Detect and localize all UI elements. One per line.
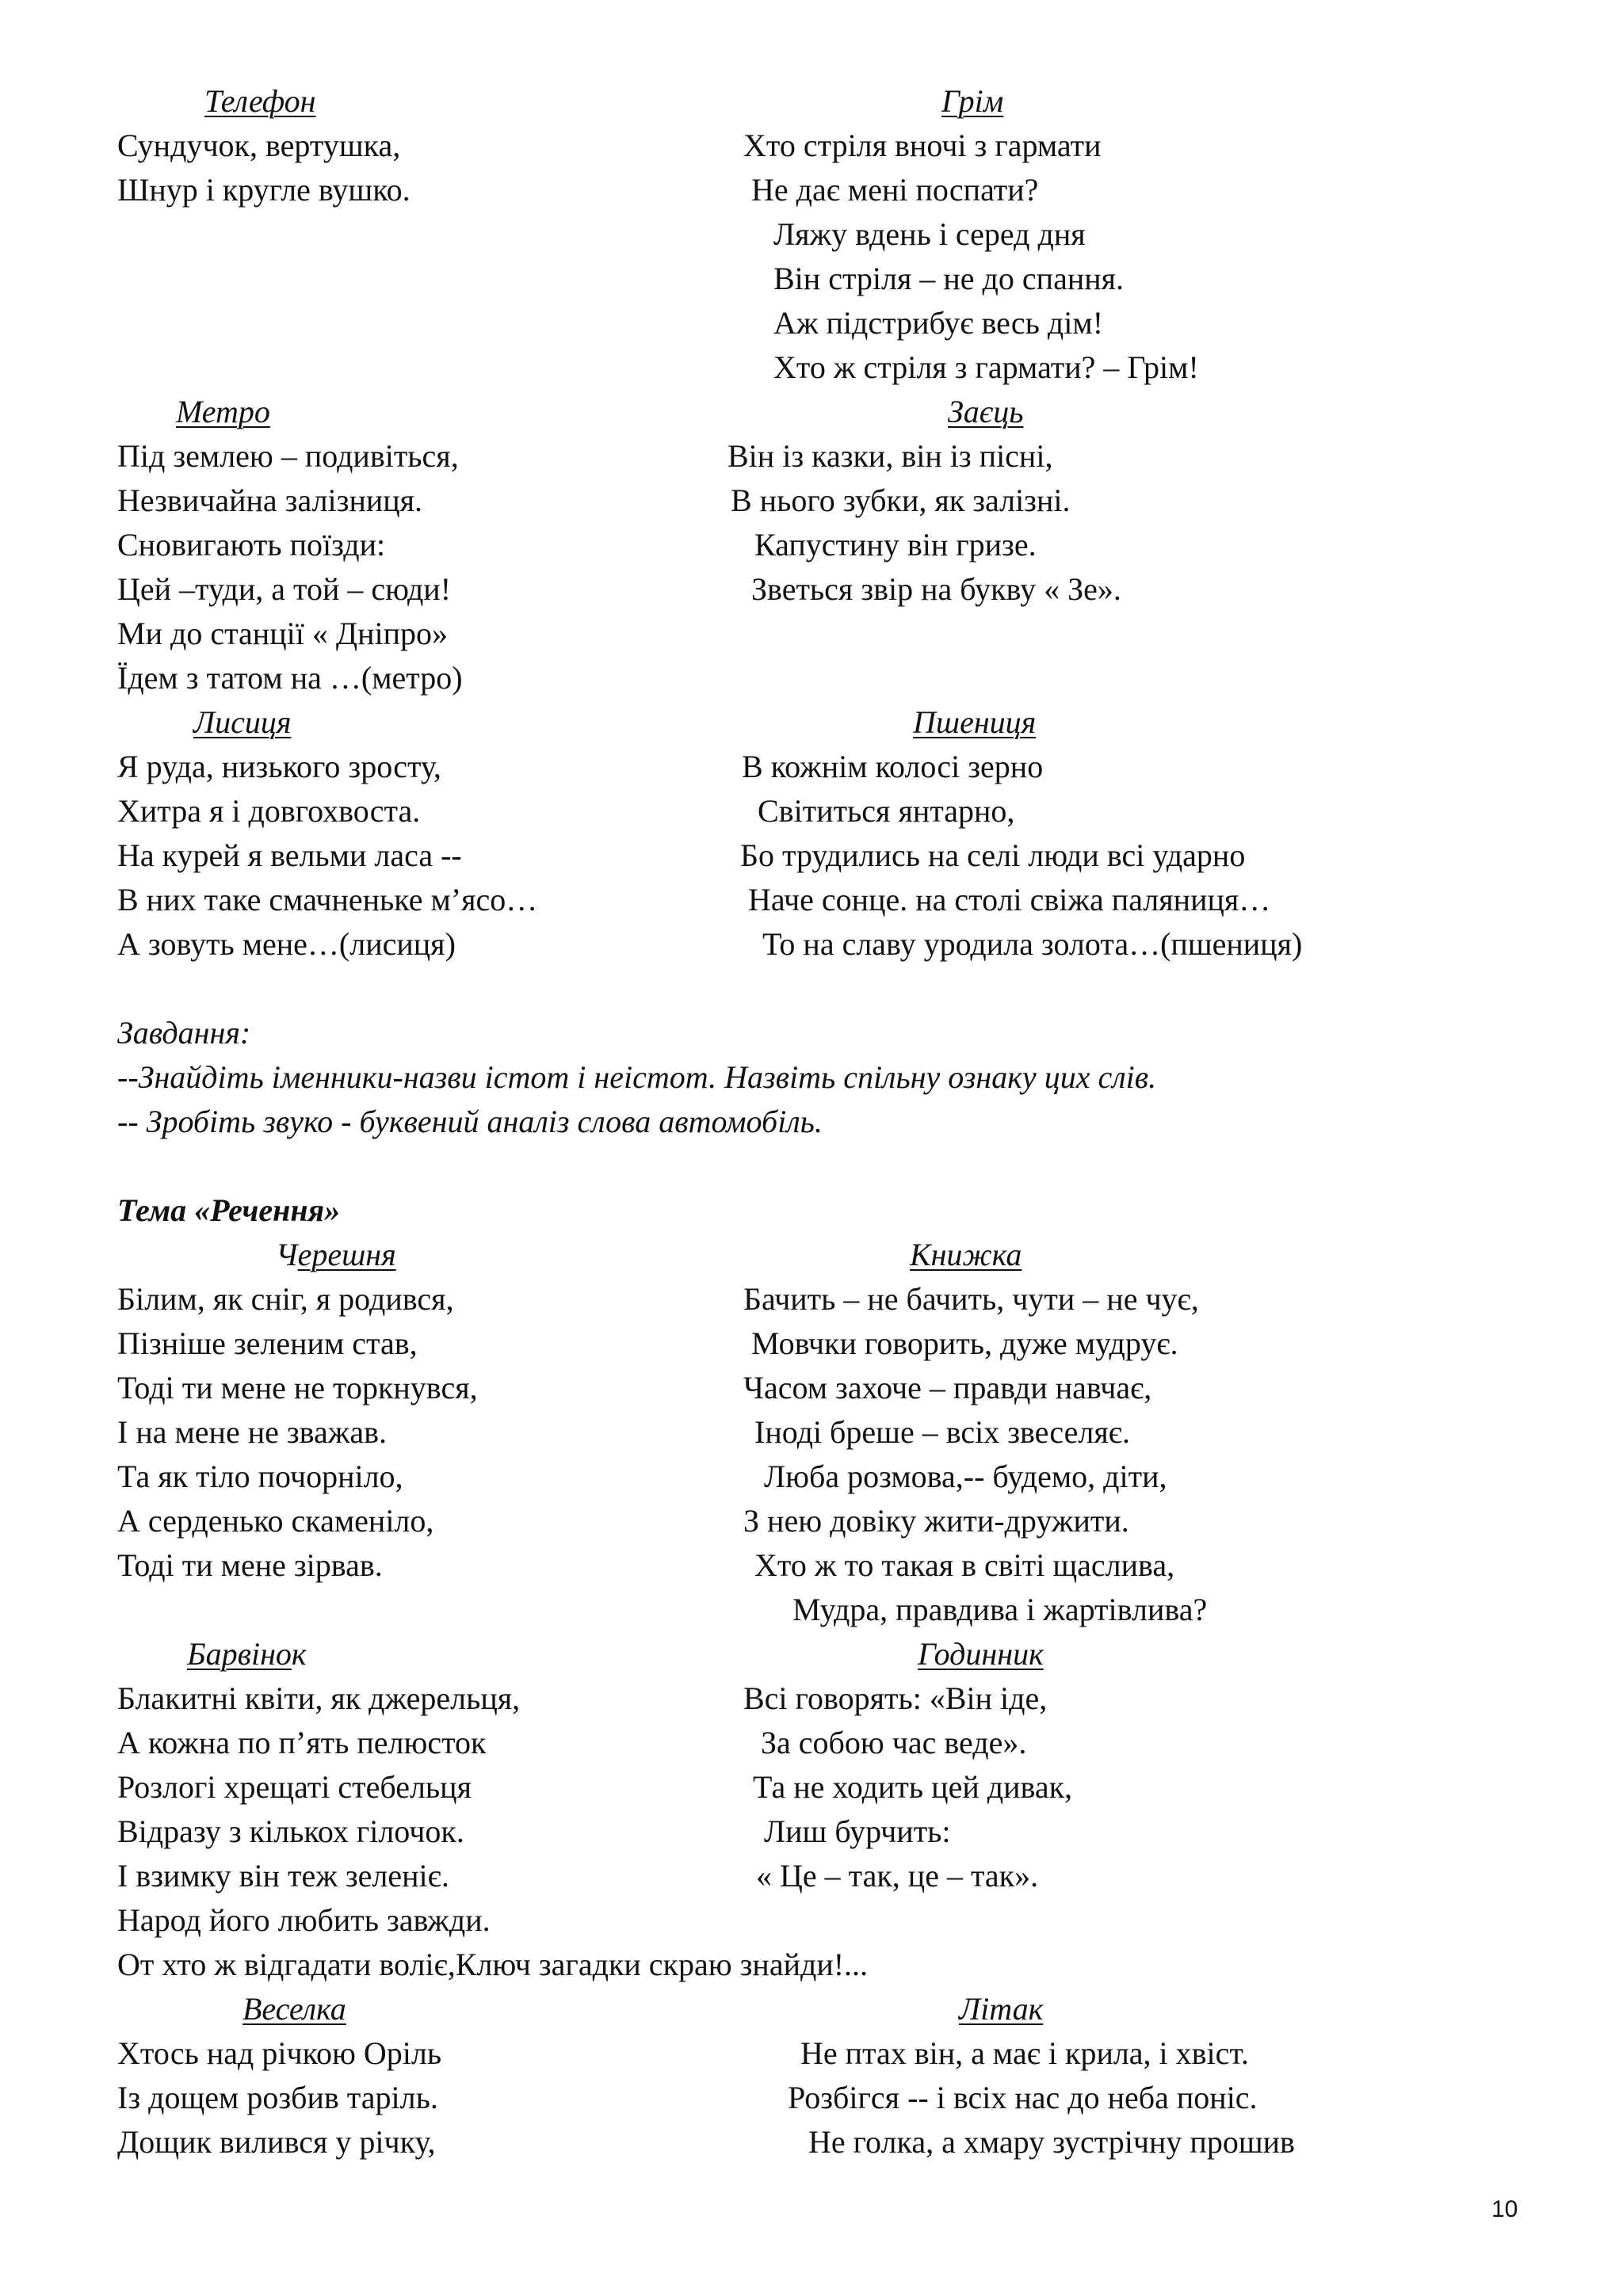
riddle-line: Тоді ти мене не торкнувся,: [117, 1370, 478, 1405]
riddle-line: Пізніше зеленим став,: [117, 1325, 418, 1361]
riddle-line: Сундучок, вертушка,: [117, 128, 401, 163]
riddle-line: То на славу уродила золота…(пшениця): [762, 926, 1303, 962]
riddle-line: От хто ж відгадати воліє,Ключ загадки скраю знайди!...: [117, 1947, 869, 1982]
riddle-line: Цей –туди, а той – сюди!: [117, 571, 452, 607]
riddle-title-veselka: Веселка: [242, 1991, 346, 2027]
riddle-line: Блакитні квіти, як джерельця,: [117, 1680, 521, 1716]
riddle-line: Бачить – не бачить, чути – не чує,: [743, 1281, 1199, 1317]
riddle-line: Люба розмова,-- будемо, діти,: [764, 1459, 1167, 1494]
riddle-line: Відразу з кількох гілочок.: [117, 1814, 464, 1849]
riddle-line: З нею довіку жити-дружити.: [743, 1503, 1129, 1539]
riddle-line: Не дає мені поспати?: [751, 172, 1039, 208]
riddle-line: « Це – так, це – так».: [756, 1858, 1039, 1894]
riddle-title-barvinok: [187, 1635, 307, 1673]
riddle-line: Розлогі хрещаті стебельця: [117, 1769, 472, 1805]
riddle-title-chereshnia: [276, 1236, 396, 1274]
riddle-title-rest: ерешня: [297, 1237, 396, 1272]
riddle-line: Хто ж стріля з гармати? – Грім!: [773, 349, 1199, 385]
riddle-line: Народ його любить завжди.: [117, 1902, 491, 1938]
riddle-line: Не голка, а хмару зустрічну прошив: [808, 2124, 1295, 2160]
riddle-line: Під землею – подивіться,: [117, 438, 459, 474]
riddle-line: Ляжу вдень і серед дня: [773, 216, 1086, 252]
riddle-line: Сновигають поїзди:: [117, 527, 386, 563]
riddle-line: Часом захоче – правди навчає,: [743, 1370, 1152, 1405]
riddle-line: Бо трудились на селі люди всі ударно: [740, 837, 1246, 873]
riddle-line: І на мене не зважав.: [117, 1414, 388, 1450]
riddle-line: Та не ходить цей дивак,: [753, 1769, 1073, 1805]
riddle-line: За собою час веде».: [761, 1725, 1027, 1760]
riddle-line: Лиш бурчить:: [764, 1814, 951, 1849]
riddle-line: Він із казки, він із пісні,: [727, 438, 1053, 474]
riddle-title-knyzhka: Книжка: [910, 1237, 1022, 1272]
section-heading: Тема «Речення»: [117, 1192, 341, 1228]
riddle-line: Хто ж то такая в світі щаслива,: [754, 1547, 1175, 1583]
riddle-line: Капустину він гризе.: [754, 527, 1037, 563]
riddle-title-metro: Метро: [176, 394, 270, 429]
riddle-line: Незвичайна залізниця.: [117, 482, 423, 518]
riddle-line: Хитра я і довгохвоста.: [117, 793, 421, 829]
riddle-line: В кожнім колосі зерно: [742, 749, 1044, 784]
riddle-line: Зветься звір на букву « Зе».: [751, 571, 1121, 607]
riddle-line: Із дощем розбив таріль.: [117, 2080, 438, 2115]
riddle-line: Мудра, правдива і жартівлива?: [792, 1592, 1208, 1627]
task-item: -- Зробіть звуко - буквений аналіз слова автомобіль.: [117, 1104, 823, 1139]
riddle-line: Хто стріля вночі з гармати: [743, 128, 1102, 163]
riddle-line: Дощик вилився у річку,: [117, 2124, 436, 2160]
riddle-line: В нього зубки, як залізні.: [731, 482, 1071, 518]
riddle-line: Білим, як сніг, я родився,: [117, 1281, 454, 1317]
riddle-title-hrim: Грім: [941, 83, 1004, 119]
riddle-line: Я руда, низького зросту,: [117, 749, 441, 784]
riddle-line: Їдем з татом на …(метро): [117, 660, 463, 696]
riddle-line: А серденько скаменіло,: [117, 1503, 434, 1539]
riddle-line: Не птах він, а має і крила, і хвіст.: [800, 2035, 1249, 2071]
page-number: 10: [1491, 2196, 1518, 2222]
riddle-line: Всі говорять: «Він іде,: [743, 1680, 1048, 1716]
riddle-line: На курей я вельми ласа --: [117, 837, 462, 873]
riddle-line: Шнур і кругле вушко.: [117, 172, 411, 208]
riddle-line: Тоді ти мене зірвав.: [117, 1547, 383, 1583]
riddle-title-litak: Літак: [959, 1991, 1044, 2027]
riddle-line: І взимку він теж зеленіє.: [117, 1858, 449, 1894]
task-label: Завдання:: [117, 1015, 251, 1051]
riddle-line: А зовуть мене…(лисиця): [117, 926, 456, 962]
riddle-line: Іноді бреше – всіх звеселяє.: [754, 1414, 1130, 1450]
riddle-title-telefon: Телефон: [204, 83, 316, 119]
riddle-line: Ми до станції « Дніпро»: [117, 616, 449, 651]
riddle-line: Аж підстрибує весь дім!: [773, 305, 1104, 341]
riddle-title-main: Барвіно: [187, 1636, 292, 1672]
riddle-line: Він стріля – не до спання.: [773, 261, 1125, 296]
riddle-line: А кожна по п’ять пелюсток: [117, 1725, 487, 1760]
riddle-title-pshenytsia: Пшениця: [913, 704, 1037, 740]
riddle-title-hodynnyk: Годинник: [918, 1636, 1044, 1672]
riddle-line: Розбігся -- і всіх нас до неба поніс.: [788, 2080, 1258, 2115]
riddle-line: В них таке смачненьке м’ясо…: [117, 882, 538, 917]
riddle-line: Мовчки говорить, дуже мудрує.: [751, 1325, 1178, 1361]
riddle-line: Світиться янтарно,: [758, 793, 1015, 829]
riddle-title-prefix: Ч: [276, 1237, 298, 1272]
riddle-title-lysytsia: Лисиця: [193, 704, 292, 740]
task-item: --Знайдіть іменники-назви істот і неістот. Назвіть спільну ознаку цих слів.: [117, 1059, 1157, 1095]
riddle-line: Наче сонце. на столі свіжа паляниця…: [748, 882, 1271, 917]
riddle-line: Та як тіло почорніло,: [117, 1459, 403, 1494]
riddle-title-suffix: к: [291, 1636, 307, 1672]
riddle-title-zaiets: Заєць: [948, 394, 1024, 429]
riddle-line: Хтось над річкою Оріль: [117, 2035, 442, 2071]
